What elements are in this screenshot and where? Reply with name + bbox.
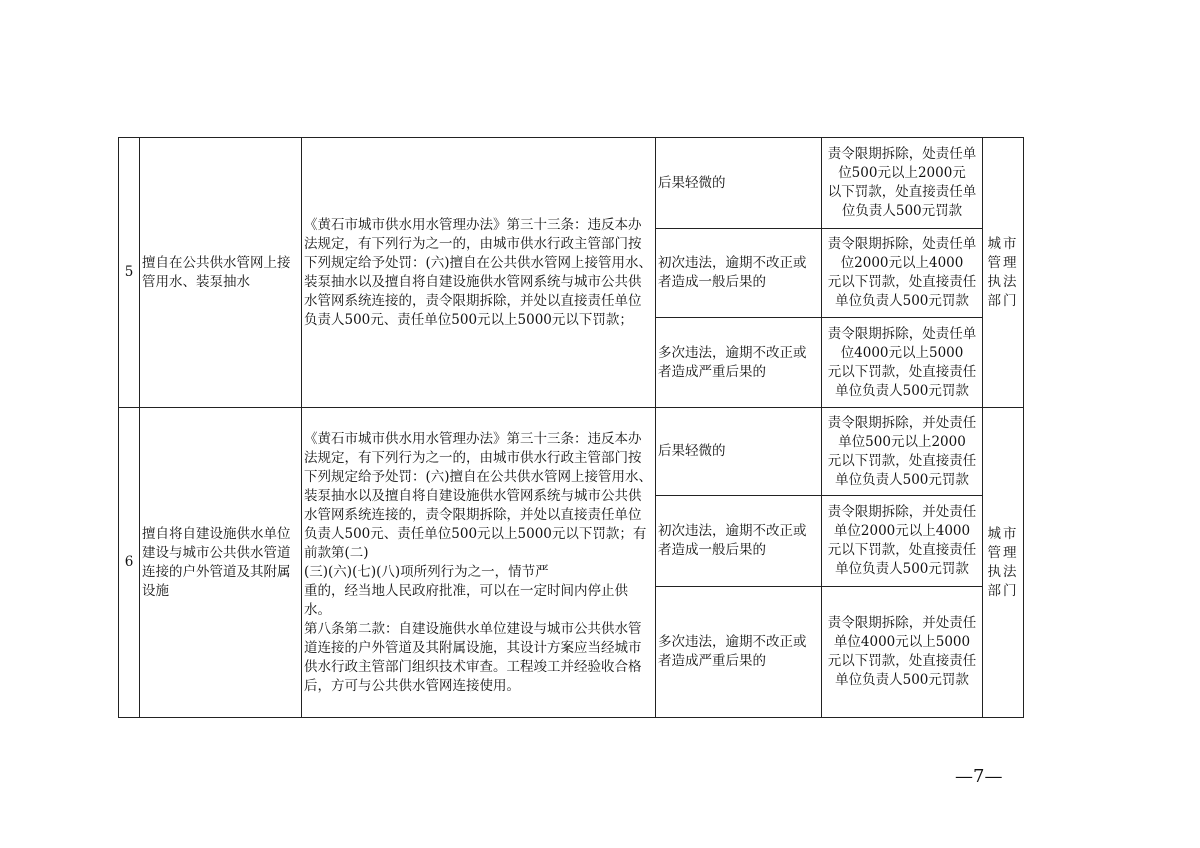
penalty-cell xyxy=(822,229,983,318)
row-number: 6 xyxy=(119,408,140,718)
legal-basis xyxy=(302,408,656,718)
penalty-line: 单位负责人500元罚款 xyxy=(835,382,969,399)
row-number: 5 xyxy=(119,138,140,408)
legal-basis-text: 重的，经当地人民政府批准，可以在一定时间内停止供水。 xyxy=(304,582,628,618)
violation-item: 擅自在公共供水管网上接管用水、装泵抽水 xyxy=(140,138,302,408)
penalty-line: 元以下罚款，处直接责任 xyxy=(827,363,977,380)
department: 城市管理执法部门 xyxy=(983,138,1024,408)
violation-item: 擅自将自建设施供水单位建设与城市公共供水管道连接的户外管道及其附属设施 xyxy=(140,408,302,718)
penalty-line: 单位负责人500元罚款 xyxy=(835,561,969,577)
circumstance-cell: 后果轻微的 xyxy=(656,138,822,229)
legal-basis xyxy=(302,138,656,408)
legal-basis-text: 《黄石市城市供水用水管理办法》第三十三条：违反本办法规定，有下列行为之一的，由城市供水行政主管部门按下列规定给予处罚：(六)擅自在公共供水管网上接管用水、装泵抽水以及擅自将自建设施供水管网系统与城市公共供水管网系统连接的，责令限期拆除，并处以直接责任单位负责人500元、责任单位500元以上5000元以下罚款；有前款第(二) xyxy=(304,430,653,561)
table-row xyxy=(119,408,1024,496)
penalty-line: 单位负责人500元罚款 xyxy=(835,293,969,309)
penalty-line: 元以下罚款，处直接责任 xyxy=(827,274,977,290)
circumstance-cell: 初次违法，逾期不改正或者造成一般后果的 xyxy=(656,496,822,587)
penalty-line: 位负责人500元罚款 xyxy=(841,203,963,219)
penalty-cell xyxy=(822,408,983,496)
circumstance-cell: 初次违法，逾期不改正或者造成一般后果的 xyxy=(656,229,822,318)
penalty-cell xyxy=(822,318,983,408)
penalty-cell xyxy=(822,138,983,229)
penalty-line: 责令限期拆除，处责任单 xyxy=(827,146,977,162)
penalty-line: 责令限期拆除，处责任单 xyxy=(827,236,977,252)
penalty-line: 单位4000元以上5000 xyxy=(833,634,971,650)
penalty-line: 元以下罚款，处直接责任 xyxy=(827,653,977,669)
penalty-line: 位2000元以上4000 xyxy=(840,255,964,271)
department: 城市管理执法部门 xyxy=(983,408,1024,718)
penalty-table xyxy=(118,137,1024,718)
circumstance-cell: 后果轻微的 xyxy=(656,408,822,496)
circumstance-cell: 多次违法，逾期不改正或者造成严重后果的 xyxy=(656,318,822,408)
penalty-line: 责令限期拆除，并处责任 xyxy=(827,504,977,520)
penalty-line: 责令限期拆除，并处责任 xyxy=(827,414,977,431)
penalty-line: 位500元以上2000元 xyxy=(838,165,966,181)
page-number: —7— xyxy=(955,766,1003,787)
penalty-line: 元以下罚款，处直接责任 xyxy=(827,452,977,469)
penalty-line: 元以下罚款，处直接责任 xyxy=(827,542,977,558)
legal-basis-text: 第八条第二款：自建设施供水单位建设与城市公共供水管道连接的户外管道及其附属设施，其设计方案应当经城市供水行政主管部门组织技术审查。工程竣工并经验收合格后，方可与公共供水管网连接使用。 xyxy=(304,620,642,694)
penalty-line: 单位负责人500元罚款 xyxy=(835,672,969,688)
legal-basis-text: (三)(六)(七)(八)项所列行为之一，情节严 xyxy=(304,563,549,580)
penalty-line: 单位500元以上2000 xyxy=(838,433,966,450)
penalty-cell xyxy=(822,496,983,587)
table-row xyxy=(119,138,1024,229)
penalty-line: 责令限期拆除，并处责任 xyxy=(827,615,977,631)
penalty-line: 单位2000元以上4000 xyxy=(833,523,971,539)
penalty-cell xyxy=(822,587,983,718)
circumstance-cell: 多次违法，逾期不改正或者造成严重后果的 xyxy=(656,587,822,718)
penalty-line: 责令限期拆除，处责任单 xyxy=(827,325,977,342)
penalty-line: 以下罚款，处直接责任单 xyxy=(827,184,977,200)
penalty-line: 位4000元以上5000 xyxy=(840,344,964,361)
penalty-line: 单位负责人500元罚款 xyxy=(835,471,969,488)
legal-basis-text: 《黄石市城市供水用水管理办法》第三十三条：违反本办法规定，有下列行为之一的，由城市供水行政主管部门按下列规定给予处罚：(六)擅自在公共供水管网上接管用水、装泵抽水以及擅自将自建设施供水管网系统与城市公共供水管网系统连接的，责令限期拆除，并处以直接责任单位负责人500元、责任单位500元以上5000元以下罚款； xyxy=(304,216,653,328)
